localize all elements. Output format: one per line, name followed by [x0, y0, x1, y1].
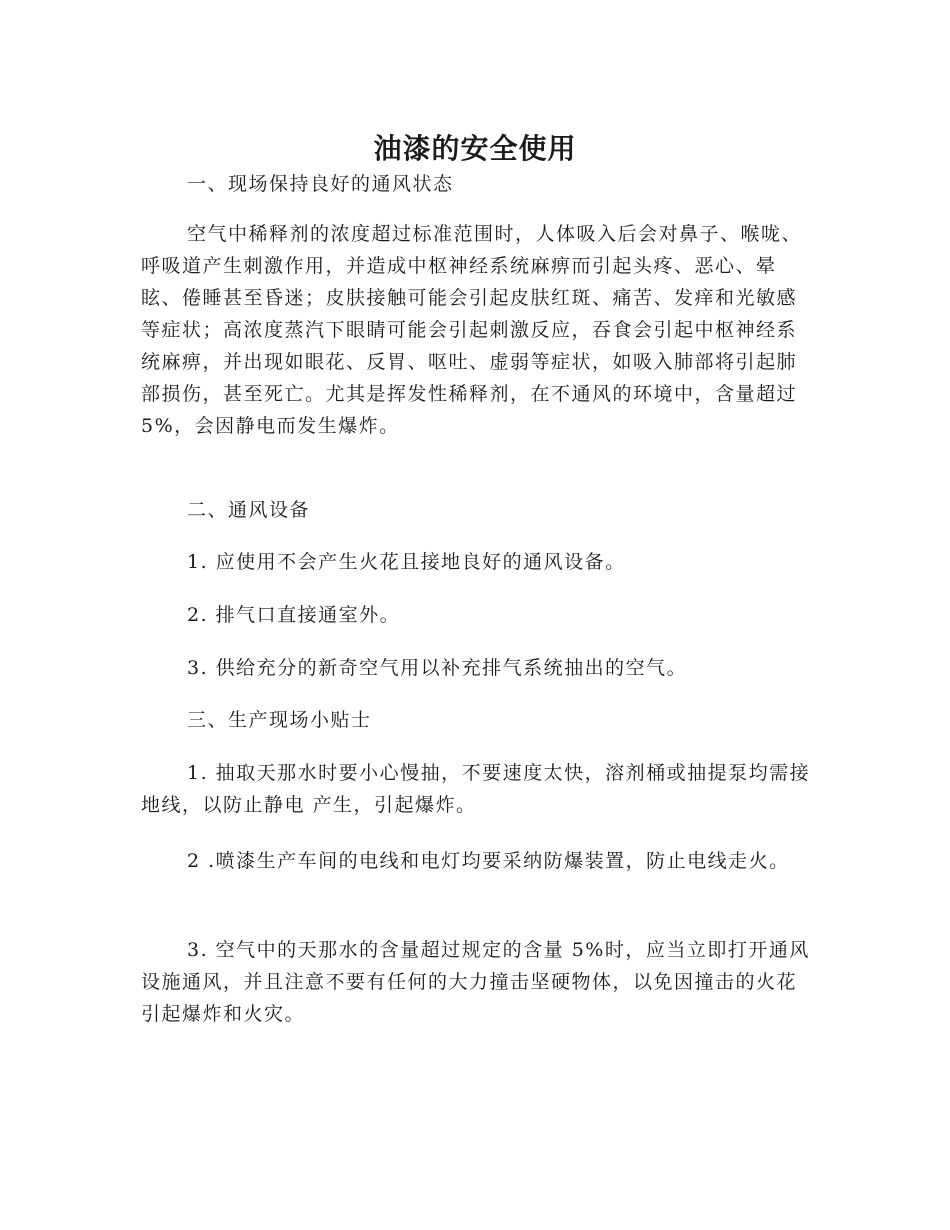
list-item: 1. 抽取天那水时要小心慢抽，不要速度太快，溶剂桶或抽提泵均需接地线，以防止静电 产生，引起爆炸。 — [141, 762, 811, 816]
section-heading-ventilation: 一、现场保持良好的通风状态 — [187, 173, 454, 195]
list-item: 1. 应使用不会产生火花且接地良好的通风设备。 — [187, 551, 626, 573]
section-heading-equipment: 二、通风设备 — [187, 499, 311, 521]
list-item: 3. 供给充分的新奇空气用以补充排气系统抽出的空气。 — [187, 657, 688, 679]
section-heading-tips: 三、生产现场小贴士 — [187, 709, 372, 731]
list-item: 2. 排气口直接通室外。 — [187, 604, 401, 626]
list-item: 2 .喷漆生产车间的电线和电灯均要采纳防爆装置，防止电线走火。 — [187, 850, 790, 872]
section-paragraph-hazards: 空气中稀释剂的浓度超过标准范围时，人体吸入后会对鼻子、喉咙、呼吸道产生刺激作用，并造成中枢神经系统麻痹而引起头疼、恶心、晕眩、倦睡甚至昏迷；皮肤接触可能会引起皮肤红斑、痛苦、发痒和光敏感等症状；高浓度蒸汽下眼睛可能会引起刺激反应，吞食会引起中枢神经系统麻痹，并出现如眼花、反胃、呕吐、虚弱等症状，如吸入肺部将引起肺部损伤，甚至死亡。尤其是挥发性稀释剂，在不通风的环境中，含量超过 5%，会因静电而发生爆炸。 — [141, 223, 803, 437]
document-title: 油漆的安全使用 — [373, 131, 577, 165]
list-item: 3. 空气中的天那水的含量超过规定的含量 5%时，应当立即打开通风设施通风，并且注意不要有任何的大力撞击坚硬物体，以免因撞击的火花引起爆炸和火灾。 — [141, 939, 810, 1025]
